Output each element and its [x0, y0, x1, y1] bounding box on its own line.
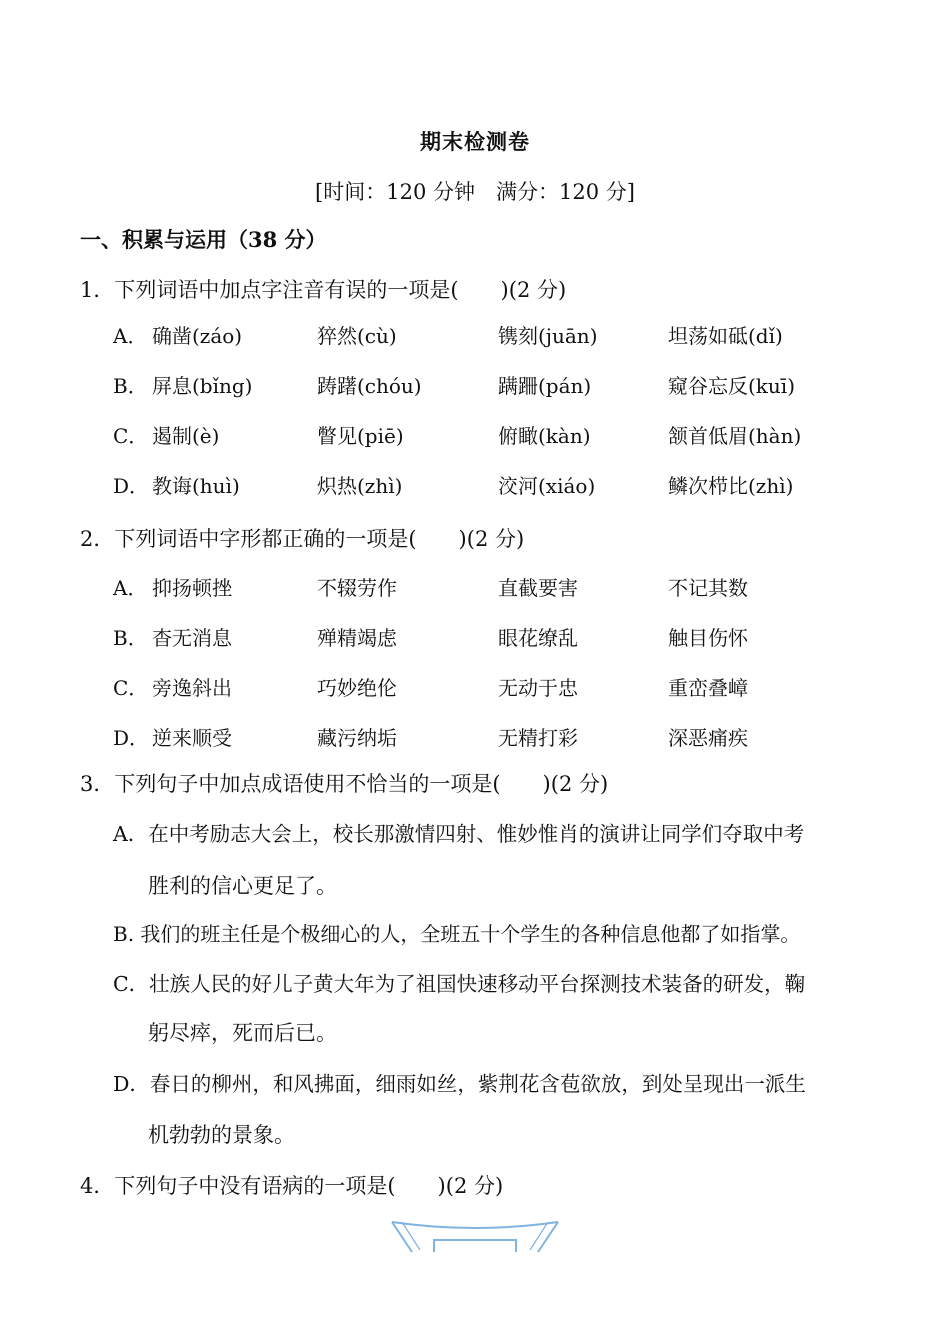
- option-item: 眼花缭乱: [498, 626, 578, 650]
- question-3-option-b: B. 我们的班主任是个极细心的人，全班五十个学生的各种信息他都了如指掌。: [113, 922, 801, 946]
- option-label: C．: [113, 424, 149, 448]
- option-item: 藏污纳垢: [317, 726, 397, 750]
- option-item: 无动于忠: [498, 676, 578, 700]
- option-label: B．: [113, 626, 148, 650]
- option-label: A．: [113, 576, 148, 600]
- question-3-option-d: D．春日的柳州，和风拂面，细雨如丝，紫荆花含苞欲放，到处呈现出一派生: [113, 1072, 806, 1096]
- option-item: 镌刻(juān): [498, 324, 598, 348]
- option-label: D．: [113, 726, 150, 750]
- option-item: 遏制(è): [152, 424, 220, 448]
- option-item: 教诲(huì): [152, 474, 240, 498]
- option-item: 瞥见(piē): [317, 424, 404, 448]
- option-item: 坦荡如砥(dǐ): [668, 324, 783, 348]
- option-item: 逆来顺受: [152, 726, 232, 750]
- question-4-stem: 4．下列句子中没有语病的一项是( )(2 分): [80, 1174, 504, 1198]
- option-item: 杳无消息: [152, 626, 232, 650]
- option-item: 不辍劳作: [317, 576, 397, 600]
- option-item: 巧妙绝伦: [317, 676, 397, 700]
- option-item: 洨河(xiáo): [498, 474, 596, 498]
- option-item: 踌躇(chóu): [317, 374, 422, 398]
- option-item: 重峦叠嶂: [668, 676, 748, 700]
- option-item: 炽热(zhì): [317, 474, 403, 498]
- question-3-stem: 3．下列句子中加点成语使用不恰当的一项是( )(2 分): [80, 772, 609, 796]
- option-item: 鳞次栉比(zhì): [668, 474, 794, 498]
- option-label: C．: [113, 676, 149, 700]
- option-item: 旁逸斜出: [152, 676, 232, 700]
- option-item: 抑扬顿挫: [152, 576, 232, 600]
- option-item: 深恶痛疾: [668, 726, 748, 750]
- option-item: 屏息(bǐng): [152, 374, 253, 398]
- footer-ribbon-icon: [390, 1218, 560, 1258]
- option-item: 猝然(cù): [317, 324, 397, 348]
- question-3-option-c: C．壮族人民的好儿子黄大年为了祖国快速移动平台探测技术装备的研发，鞠: [113, 972, 806, 996]
- option-item: 窥谷忘反(kuī): [668, 374, 796, 398]
- section-heading: 一、积累与运用（38 分）: [80, 227, 327, 252]
- option-item: 触目伤怀: [668, 626, 748, 650]
- option-item: 确凿(záo): [152, 324, 243, 348]
- option-item: 直截要害: [498, 576, 578, 600]
- option-item: 无精打彩: [498, 726, 578, 750]
- option-label: B．: [113, 374, 148, 398]
- question-3-option-c-cont: 躬尽瘁，死而后已。: [148, 1021, 337, 1045]
- option-item: 蹒跚(pán): [498, 374, 592, 398]
- question-3-option-a: A．在中考励志大会上，校长那激情四射、惟妙惟肖的演讲让同学们夺取中考: [113, 822, 805, 846]
- page-title: 期末检测卷: [420, 129, 530, 154]
- question-3-option-a-cont: 胜利的信心更足了。: [148, 874, 337, 898]
- exam-info: [时间：120 分钟 满分：120 分]: [315, 180, 635, 204]
- option-item: 颔首低眉(hàn): [668, 424, 802, 448]
- option-item: 不记其数: [668, 576, 748, 600]
- option-item: 俯瞰(kàn): [498, 424, 591, 448]
- question-2-stem: 2．下列词语中字形都正确的一项是( )(2 分): [80, 527, 525, 551]
- question-3-option-d-cont: 机勃勃的景象。: [148, 1123, 295, 1147]
- option-label: A．: [113, 324, 148, 348]
- option-label: D．: [113, 474, 150, 498]
- option-item: 殚精竭虑: [317, 626, 397, 650]
- question-1-stem: 1．下列词语中加点字注音有误的一项是( )(2 分): [80, 278, 567, 302]
